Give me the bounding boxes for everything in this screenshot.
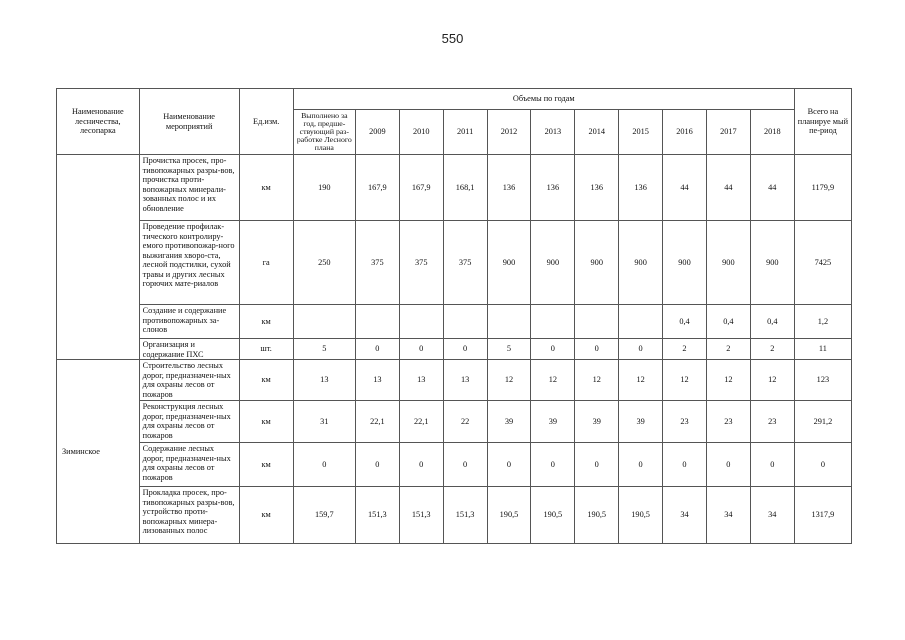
table-row bbox=[57, 401, 852, 443]
year-value-cell: 23 bbox=[706, 401, 750, 443]
year-value-cell: 39 bbox=[619, 401, 663, 443]
year-value-cell bbox=[399, 305, 443, 339]
year-value-cell: 39 bbox=[531, 401, 575, 443]
year-value-cell: 0,4 bbox=[750, 305, 794, 339]
year-value-cell: 12 bbox=[619, 360, 663, 401]
table-row bbox=[57, 155, 852, 221]
total-cell: 123 bbox=[794, 360, 851, 401]
year-value-cell: 2 bbox=[750, 339, 794, 360]
year-value-cell: 190,5 bbox=[531, 487, 575, 544]
year-value-cell: 0 bbox=[443, 443, 487, 487]
year-value-cell: 13 bbox=[355, 360, 399, 401]
unit-cell: га bbox=[239, 221, 293, 305]
year-value-cell: 0 bbox=[619, 443, 663, 487]
year-value-cell: 2 bbox=[706, 339, 750, 360]
year-value-cell: 167,9 bbox=[399, 155, 443, 221]
year-value-cell: 12 bbox=[663, 360, 707, 401]
year-value-cell bbox=[619, 305, 663, 339]
done-before-cell: 0 bbox=[293, 443, 355, 487]
header-row-top bbox=[57, 89, 852, 110]
done-before-cell: 5 bbox=[293, 339, 355, 360]
year-value-cell: 900 bbox=[619, 221, 663, 305]
year-value-cell: 0 bbox=[355, 339, 399, 360]
done-before-cell: 159,7 bbox=[293, 487, 355, 544]
year-value-cell: 900 bbox=[487, 221, 531, 305]
year-value-cell: 375 bbox=[399, 221, 443, 305]
year-value-cell: 136 bbox=[619, 155, 663, 221]
activity-name-cell: Создание и содержание противопожарных за-слонов bbox=[139, 305, 239, 339]
header-year: 2013 bbox=[531, 110, 575, 155]
year-value-cell: 375 bbox=[355, 221, 399, 305]
unit-cell: км bbox=[239, 155, 293, 221]
year-value-cell bbox=[531, 305, 575, 339]
header-year: 2015 bbox=[619, 110, 663, 155]
year-value-cell: 0 bbox=[487, 443, 531, 487]
header-year: 2011 bbox=[443, 110, 487, 155]
done-before-cell: 31 bbox=[293, 401, 355, 443]
activity-name-cell: Прокладка просек, про-тивопожарных разры-вов, устройство проти-вопожарных минера-лизованных полос bbox=[139, 487, 239, 544]
unit-cell: км bbox=[239, 443, 293, 487]
total-cell: 7425 bbox=[794, 221, 851, 305]
total-cell: 11 bbox=[794, 339, 851, 360]
fire-prevention-plan-table bbox=[56, 88, 852, 544]
year-value-cell: 190,5 bbox=[575, 487, 619, 544]
total-cell: 1,2 bbox=[794, 305, 851, 339]
total-cell: 0 bbox=[794, 443, 851, 487]
year-value-cell: 23 bbox=[750, 401, 794, 443]
done-before-cell: 13 bbox=[293, 360, 355, 401]
year-value-cell: 0 bbox=[750, 443, 794, 487]
header-year: 2016 bbox=[663, 110, 707, 155]
year-value-cell: 44 bbox=[706, 155, 750, 221]
year-value-cell: 12 bbox=[575, 360, 619, 401]
year-value-cell: 900 bbox=[575, 221, 619, 305]
header-year: 2010 bbox=[399, 110, 443, 155]
page-number: 550 bbox=[441, 31, 464, 46]
activity-name-cell: Строительство лесных дорог, предназначен-ных для охраны лесов от пожаров bbox=[139, 360, 239, 401]
year-value-cell bbox=[443, 305, 487, 339]
year-value-cell: 900 bbox=[706, 221, 750, 305]
forestry-name-cell bbox=[57, 155, 140, 360]
year-value-cell: 190,5 bbox=[619, 487, 663, 544]
year-value-cell: 12 bbox=[531, 360, 575, 401]
header-year: 2009 bbox=[355, 110, 399, 155]
activity-name-cell: Проведение профилак-тического контролиру-емого противопожар-ного выжигания хворо-ста, лесной подстилки, сухой травы и других лесных горючих мате-риалов bbox=[139, 221, 239, 305]
activity-name-cell: Прочистка просек, про-тивопожарных разры-вов, прочистка проти-вопожарных минерали-зованных полос и их обновление bbox=[139, 155, 239, 221]
year-value-cell bbox=[487, 305, 531, 339]
unit-cell: км bbox=[239, 360, 293, 401]
year-value-cell: 167,9 bbox=[355, 155, 399, 221]
year-value-cell: 22 bbox=[443, 401, 487, 443]
year-value-cell: 12 bbox=[487, 360, 531, 401]
year-value-cell: 0 bbox=[443, 339, 487, 360]
unit-cell: шт. bbox=[239, 339, 293, 360]
table-body bbox=[57, 155, 852, 544]
header-unit: Ед.изм. bbox=[239, 89, 293, 155]
year-value-cell: 0 bbox=[399, 339, 443, 360]
done-before-cell: 250 bbox=[293, 221, 355, 305]
year-value-cell: 12 bbox=[750, 360, 794, 401]
total-cell: 291,2 bbox=[794, 401, 851, 443]
year-value-cell: 900 bbox=[531, 221, 575, 305]
header-year: 2017 bbox=[706, 110, 750, 155]
unit-cell: км bbox=[239, 487, 293, 544]
header-year: 2012 bbox=[487, 110, 531, 155]
activity-name-cell: Содержание лесных дорог, предназначен-ных для охраны лесов от пожаров bbox=[139, 443, 239, 487]
year-value-cell: 0,4 bbox=[706, 305, 750, 339]
year-value-cell: 136 bbox=[487, 155, 531, 221]
year-value-cell: 0 bbox=[619, 339, 663, 360]
year-value-cell: 2 bbox=[663, 339, 707, 360]
done-before-cell bbox=[293, 305, 355, 339]
year-value-cell: 12 bbox=[706, 360, 750, 401]
year-value-cell: 44 bbox=[750, 155, 794, 221]
year-value-cell: 23 bbox=[663, 401, 707, 443]
year-value-cell bbox=[355, 305, 399, 339]
year-value-cell: 136 bbox=[575, 155, 619, 221]
year-value-cell: 0 bbox=[663, 443, 707, 487]
total-cell: 1317,9 bbox=[794, 487, 851, 544]
year-value-cell: 900 bbox=[663, 221, 707, 305]
year-value-cell: 0 bbox=[399, 443, 443, 487]
table-row bbox=[57, 339, 852, 360]
table-row bbox=[57, 360, 852, 401]
year-value-cell: 190,5 bbox=[487, 487, 531, 544]
unit-cell: км bbox=[239, 401, 293, 443]
unit-cell: км bbox=[239, 305, 293, 339]
table-row bbox=[57, 487, 852, 544]
year-value-cell: 39 bbox=[487, 401, 531, 443]
year-value-cell: 39 bbox=[575, 401, 619, 443]
forestry-name-cell: Зиминское bbox=[57, 360, 140, 544]
year-value-cell: 13 bbox=[443, 360, 487, 401]
done-before-cell: 190 bbox=[293, 155, 355, 221]
year-value-cell: 34 bbox=[663, 487, 707, 544]
header-forestry: Наименование лесничества, лесопарка bbox=[57, 89, 140, 155]
year-value-cell bbox=[575, 305, 619, 339]
year-value-cell: 0 bbox=[531, 339, 575, 360]
table-row bbox=[57, 221, 852, 305]
header-year: 2014 bbox=[575, 110, 619, 155]
year-value-cell: 0 bbox=[706, 443, 750, 487]
year-value-cell: 0 bbox=[531, 443, 575, 487]
table-row bbox=[57, 443, 852, 487]
header-volumes-by-year: Объемы по годам bbox=[293, 89, 794, 110]
year-value-cell: 0 bbox=[355, 443, 399, 487]
year-value-cell: 13 bbox=[399, 360, 443, 401]
year-value-cell: 0 bbox=[575, 443, 619, 487]
year-value-cell: 375 bbox=[443, 221, 487, 305]
activity-name-cell: Организация и содержание ПХС bbox=[139, 339, 239, 360]
table-row bbox=[57, 305, 852, 339]
year-value-cell: 900 bbox=[750, 221, 794, 305]
year-value-cell: 34 bbox=[706, 487, 750, 544]
year-value-cell: 34 bbox=[750, 487, 794, 544]
year-value-cell: 22,1 bbox=[399, 401, 443, 443]
year-value-cell: 5 bbox=[487, 339, 531, 360]
year-value-cell: 136 bbox=[531, 155, 575, 221]
year-value-cell: 0,4 bbox=[663, 305, 707, 339]
header-activity: Наименование мероприятий bbox=[139, 89, 239, 155]
year-value-cell: 44 bbox=[663, 155, 707, 221]
activity-name-cell: Реконструкция лесных дорог, предназначен-ных для охраны лесов от пожаров bbox=[139, 401, 239, 443]
year-value-cell: 151,3 bbox=[399, 487, 443, 544]
year-value-cell: 168,1 bbox=[443, 155, 487, 221]
year-value-cell: 0 bbox=[575, 339, 619, 360]
header-done-before: Выполнено за год, предше-ствующий раз-работке Лесного плана bbox=[293, 110, 355, 155]
header-total: Всего на планируе мый пе-риод bbox=[794, 89, 851, 155]
year-value-cell: 151,3 bbox=[355, 487, 399, 544]
total-cell: 1179,9 bbox=[794, 155, 851, 221]
header-year: 2018 bbox=[750, 110, 794, 155]
year-value-cell: 22,1 bbox=[355, 401, 399, 443]
year-value-cell: 151,3 bbox=[443, 487, 487, 544]
